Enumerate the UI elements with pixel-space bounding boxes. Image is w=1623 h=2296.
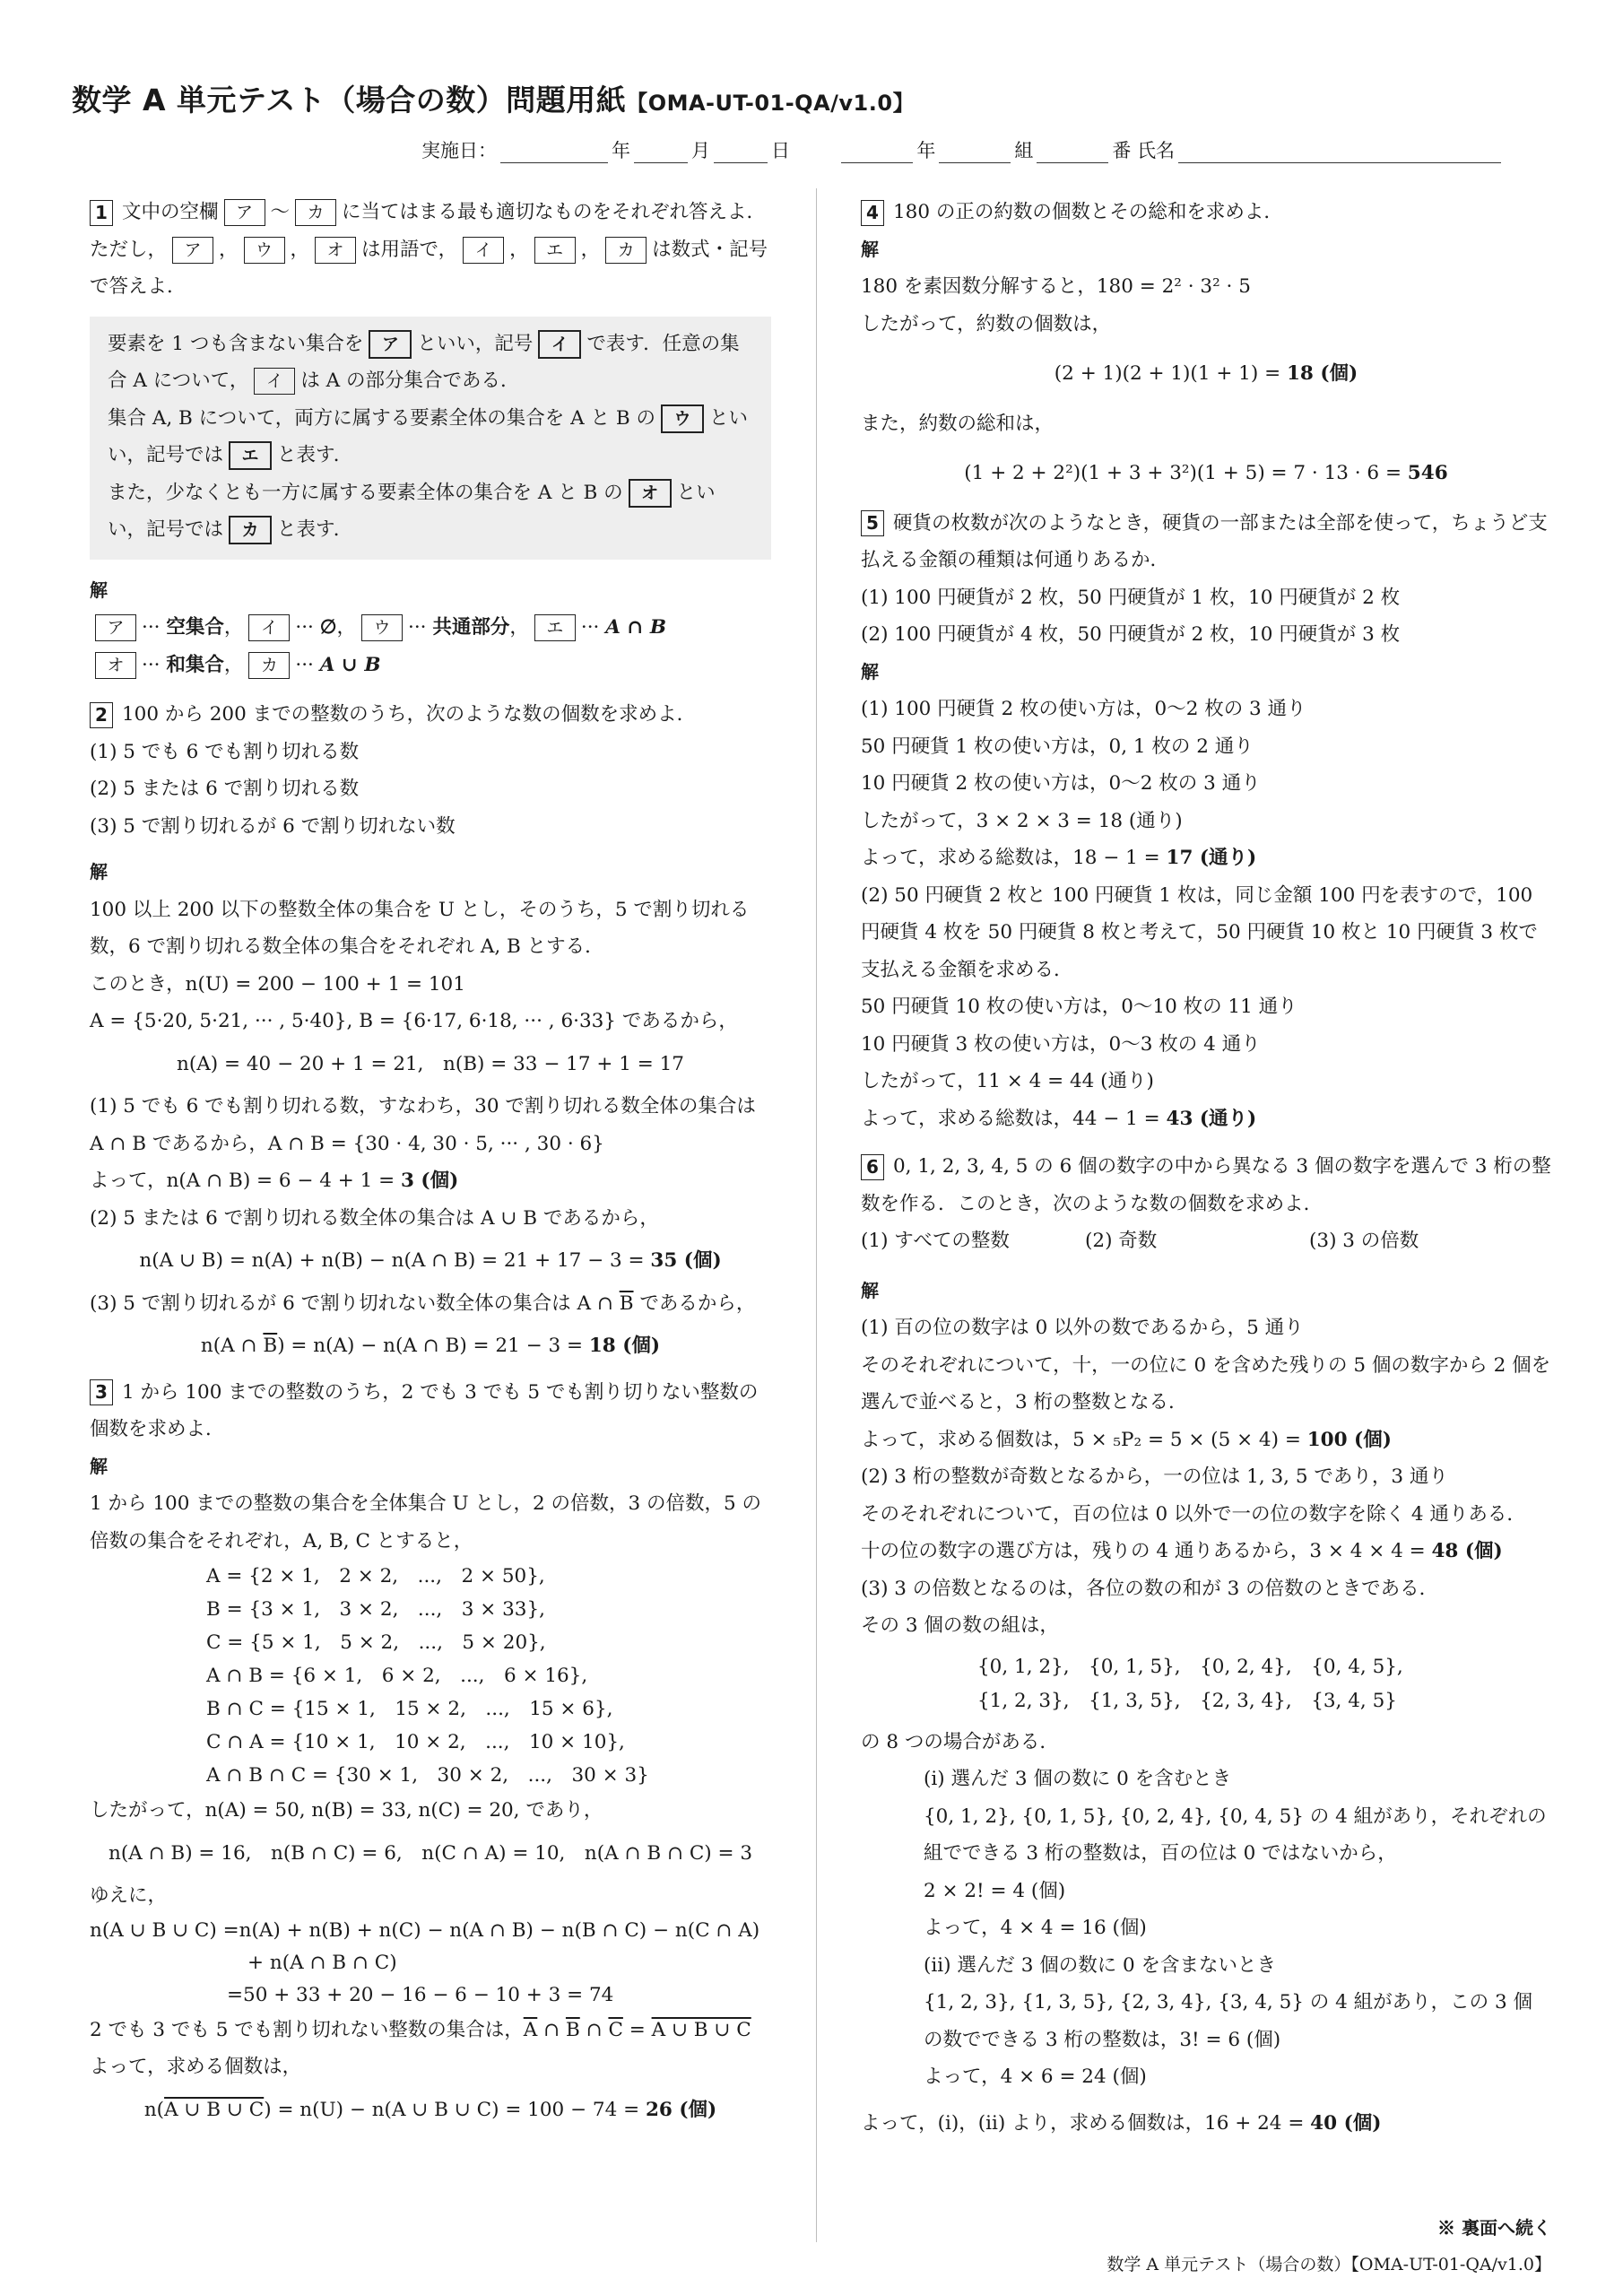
q6-sol-7: (3) 3 の倍数となるのは，各位の数の和が 3 の倍数のときである． bbox=[861, 1577, 1439, 1600]
question-2 bbox=[90, 696, 771, 1365]
q6-answer-2: 48 (個) bbox=[1431, 1540, 1503, 1562]
q6-sol-4: (2) 3 桁の整数が奇数となるから，一の位は 1, 3, 5 であり，3 通り bbox=[861, 1465, 1448, 1488]
q4-sol-3a: (2 + 1)(2 + 1)(1 + 1) = bbox=[1054, 362, 1287, 385]
class-blank[interactable] bbox=[939, 144, 1011, 163]
dots: ··· bbox=[142, 616, 161, 639]
q4-answer-count: 18 (個) bbox=[1286, 362, 1358, 385]
q3-answer: 26 (個) bbox=[645, 2098, 717, 2121]
q3-set-line: A = {2 × 1, 2 × 2, ..., 2 × 50}, bbox=[206, 1565, 545, 1587]
q3-sol-2: したがって，n(A) = 50, n(B) = 33, n(C) = 20, であり， bbox=[90, 1799, 603, 1822]
q1-g3b: といい，記号では bbox=[108, 481, 716, 541]
q6-sol-1: (1) 百の位の数字は 0 以外の数であるから，5 通り bbox=[861, 1317, 1304, 1339]
q6-triples-2: {1, 2, 3}, {1, 3, 5}, {2, 3, 4}, {3, 4, 5} bbox=[977, 1689, 1397, 1712]
q4-sol-2: したがって，約数の個数は， bbox=[861, 312, 1112, 335]
date-day-label: 日 bbox=[771, 140, 790, 161]
blank-e: エ bbox=[229, 441, 272, 470]
q3-sol-10a: n( bbox=[143, 2098, 165, 2121]
q3-sol-1: 1 から 100 までの整数の集合を全体集合 U とし，2 の倍数，3 の倍数，5 の倍数の集合をそれぞれ，A, B, C とすると， bbox=[90, 1492, 762, 1552]
q2-sol-6a: よって，n(A ∩ B) = 6 − 4 + 1 = bbox=[90, 1170, 401, 1192]
meta-line bbox=[421, 136, 1505, 163]
q6-answer-1: 100 (個) bbox=[1306, 1428, 1392, 1451]
date-day-blank[interactable] bbox=[714, 144, 768, 163]
blank-a: ア bbox=[224, 199, 265, 226]
q6-parts bbox=[861, 1222, 1551, 1260]
q3-sol-6: + n(A ∩ B ∩ C) bbox=[247, 1951, 397, 1974]
q6-solution-label: 解 bbox=[861, 1279, 879, 1301]
q1-stem-part3: は用語で， bbox=[361, 238, 458, 261]
q5-part-2: (2) 100 円硬貨が 4 枚，50 円硬貨が 2 枚，10 円硬貨が 3 枚 bbox=[861, 623, 1401, 646]
grade-label: 年 bbox=[916, 140, 936, 161]
page-title bbox=[72, 77, 915, 119]
name-label: 氏名 bbox=[1137, 140, 1176, 161]
blank-ka: カ bbox=[229, 516, 272, 544]
q1-passage-2 bbox=[108, 400, 753, 474]
q6-case-i-result: よって，4 × 4 = 16 (個) bbox=[924, 1917, 1147, 1939]
comma: ， bbox=[223, 616, 244, 639]
q2-stem-text: 100 から 200 までの整数のうち，次のような数の個数を求めよ． bbox=[122, 703, 697, 726]
q6-case-i-title: (i) 選んだ 3 個の数に 0 を含むとき bbox=[924, 1768, 1232, 1790]
q1-answer-line-1 bbox=[90, 609, 771, 647]
answer-o: 和集合 bbox=[166, 653, 224, 676]
q2-sol-10b: ) = n(A) − n(A ∩ B) = 21 − 3 = bbox=[277, 1335, 589, 1357]
comma: ， bbox=[219, 238, 239, 261]
dots: ··· bbox=[408, 616, 427, 639]
blank-ka: カ bbox=[248, 652, 290, 679]
q1-answer-line-2 bbox=[90, 647, 771, 684]
q2-sol-9a: (3) 5 で割り切れるが 6 で割り切れない数全体の集合は A ∩ bbox=[90, 1292, 620, 1315]
q2-sol-10 bbox=[90, 1327, 771, 1365]
blank-a: ア bbox=[172, 237, 213, 264]
q6-case-ii-title: (ii) 選んだ 3 個の数に 0 を含まないとき bbox=[924, 1953, 1277, 1977]
q1-stem-part4: は数式・記号で答えよ． bbox=[90, 238, 768, 298]
q1-solution-label: 解 bbox=[90, 578, 108, 601]
q3-sol-5: n(A ∪ B ∪ C) =n(A) + n(B) + n(C) − n(A ∩ B) − n(B ∩ C) − n(C ∩ A) bbox=[90, 1918, 760, 1942]
answer-ka: A ∪ B bbox=[319, 653, 381, 676]
q2-part-2: (2) 5 または 6 で割り切れる数 bbox=[90, 778, 360, 800]
q2-sol-3: A = {5·20, 5·21, ··· , 5·40}, B = {6·17, 6·18, ··· , 6·33} であるから， bbox=[90, 1010, 738, 1032]
comma: ， bbox=[509, 616, 529, 639]
q6-sol-3 bbox=[861, 1422, 1551, 1459]
q5-sol-2: 50 円硬貨 1 枚の使い方は，0, 1 枚の 2 通り bbox=[861, 735, 1254, 758]
date-year-blank[interactable] bbox=[500, 144, 608, 163]
q5-sol-5a: よって，求める総数は，18 − 1 = bbox=[861, 847, 1167, 869]
q2-number: 2 bbox=[90, 702, 113, 728]
q2-part-1: (1) 5 でも 6 でも割り切れる数 bbox=[90, 740, 360, 763]
q2-part-3: (3) 5 で割り切れるが 6 で割り切れない数 bbox=[90, 814, 456, 838]
date-month-label: 月 bbox=[691, 140, 710, 161]
q6-sol-6 bbox=[861, 1533, 1551, 1570]
q5-sol-10a: よって，求める総数は，44 − 1 = bbox=[861, 1107, 1167, 1130]
q6-case-ii-text: {1, 2, 3}, {1, 3, 5}, {2, 3, 4}, {3, 4, 5} の 4 組があり，この 3 個の数でできる 3 桁の整数は，3! = 6 (個) bbox=[924, 1991, 1532, 2051]
q2-sol-9b: であるから， bbox=[633, 1292, 756, 1315]
name-blank[interactable] bbox=[1178, 144, 1501, 163]
class-label: 組 bbox=[1014, 140, 1034, 161]
q4-stem-text: 180 の正の約数の個数とその総和を求めよ． bbox=[893, 201, 1283, 223]
comma: ， bbox=[290, 238, 310, 261]
q6-triples-1: {0, 1, 2}, {0, 1, 5}, {0, 2, 4}, {0, 4, 5}, bbox=[977, 1655, 1403, 1678]
q4-sol-5 bbox=[861, 455, 1551, 492]
answer-u: 共通部分 bbox=[432, 616, 510, 639]
q6-sol-17a: よって，(i)，(ii) より，求める個数は，16 + 24 = bbox=[861, 2111, 1311, 2135]
q6-sol-17 bbox=[861, 2105, 1551, 2143]
q1-stem-part1: 文中の空欄 bbox=[122, 201, 219, 223]
q2-sol-6 bbox=[90, 1162, 771, 1200]
q6-stem bbox=[861, 1148, 1551, 1222]
q4-sol-5a: (1 + 2 + 2²)(1 + 3 + 3²)(1 + 5) = 7 · 13 · 6 = bbox=[964, 462, 1408, 484]
q1-g1b: といい，記号 bbox=[417, 332, 534, 355]
dots: ··· bbox=[295, 616, 314, 639]
q1-tilde: 〜 bbox=[270, 201, 291, 223]
continue-note: ※ 裏面へ続く bbox=[1437, 2217, 1551, 2239]
q6-sol-5: そのそれぞれについて，百の位は 0 以外で一の位の数字を除く 4 通りある． bbox=[861, 1502, 1526, 1526]
complement-b: $\overline{B}$ bbox=[565, 2018, 580, 2041]
q4-stem bbox=[861, 194, 1551, 231]
q3-set-line: C = {5 × 1, 5 × 2, ..., 5 × 20}, bbox=[206, 1631, 546, 1654]
q5-part-1: (1) 100 円硬貨が 2 枚，50 円硬貨が 1 枚，10 円硬貨が 2 枚 bbox=[861, 586, 1401, 609]
q3-set-line: A ∩ B ∩ C = {30 × 1, 30 × 2, ..., 30 × 3} bbox=[206, 1764, 649, 1787]
q5-sol-4: したがって，3 × 2 × 3 = 18 (通り) bbox=[861, 809, 1183, 832]
q2-sol-10a: n(A ∩ bbox=[200, 1335, 264, 1357]
q2-sol-4: n(A) = 40 − 20 + 1 = 21, n(B) = 33 − 17 + 1 = 17 bbox=[177, 1052, 684, 1075]
q5-sol-5 bbox=[861, 839, 1551, 877]
answer-e: A ∩ B bbox=[605, 616, 667, 639]
q4-sol-3 bbox=[861, 355, 1551, 393]
blank-o: オ bbox=[95, 652, 136, 679]
q6-part-3: (3) 3 の倍数 bbox=[1309, 1230, 1419, 1252]
q3-sol-10b: ) = n(U) − n(A ∪ B ∪ C) = 100 − 74 = bbox=[264, 2098, 646, 2121]
title-text: 数学 A 単元テスト（場合の数）問題用紙 bbox=[72, 83, 627, 117]
blank-u: ウ bbox=[661, 404, 704, 433]
q4-sol-4: また，約数の総和は， bbox=[861, 412, 1055, 435]
q3-set-line: C ∩ A = {10 × 1, 10 × 2, ..., 10 × 10}, bbox=[206, 1731, 625, 1753]
q3-sol-8a: 2 でも 3 でも 5 でも割り切れない整数の集合は， bbox=[90, 2018, 524, 2041]
q3-set-line: B ∩ C = {15 × 1, 15 × 2, ..., 15 × 6}, bbox=[206, 1698, 613, 1720]
q1-stem-part2: に当てはまる最も適切なものをそれぞれ答えよ．ただし， bbox=[90, 201, 767, 261]
date-month-blank[interactable] bbox=[634, 144, 688, 163]
q5-solution-label: 解 bbox=[861, 660, 879, 683]
document-code: 【OMA-UT-01-QA/v1.0】 bbox=[626, 91, 916, 116]
q1-passage-3 bbox=[108, 474, 753, 549]
q2-sol-2: このとき，n(U) = 200 − 100 + 1 = 101 bbox=[90, 972, 465, 996]
q3-stem-text: 1 から 100 までの整数のうち，2 でも 3 でも 5 でも割り切りない整数の個数を求めよ． bbox=[90, 1380, 759, 1440]
q6-sol-8: その 3 個の数の組は， bbox=[861, 1614, 1059, 1637]
q2-sol-9-bar: $\overline{B}$ bbox=[619, 1292, 634, 1315]
answer-i: ∅ bbox=[319, 616, 337, 639]
q1-g3c: と表す． bbox=[277, 518, 353, 541]
q3-set-line: B = {3 × 1, 3 × 2, ..., 3 × 33}, bbox=[206, 1598, 545, 1621]
blank-o: オ bbox=[315, 237, 356, 264]
q2-answer-2: 35 (個) bbox=[650, 1249, 722, 1272]
comma: ， bbox=[580, 238, 601, 261]
q1-g2a: 集合 A, B について，両方に属する要素全体の集合を A と B の bbox=[108, 406, 655, 430]
q1-passage-1 bbox=[108, 326, 753, 400]
q1-g2c: と表す． bbox=[277, 444, 353, 466]
q5-sol-9: したがって，11 × 4 = 44 (通り) bbox=[861, 1070, 1154, 1092]
number-label: 番 bbox=[1112, 140, 1132, 161]
question-5 bbox=[861, 505, 1551, 1138]
question-3 bbox=[90, 1374, 771, 2129]
complement-c: $\overline{C}$ bbox=[608, 2018, 623, 2041]
blank-e: エ bbox=[534, 614, 576, 641]
q1-g1c: で表す．任意の集合 A について， bbox=[108, 332, 740, 392]
q2-answer-1: 3 (個) bbox=[400, 1170, 459, 1192]
q4-number: 4 bbox=[861, 200, 884, 226]
q2-answer-3: 18 (個) bbox=[588, 1335, 661, 1357]
q5-sol-8: 10 円硬貨 3 枚の使い方は，0〜3 枚の 4 通り bbox=[861, 1032, 1261, 1056]
blank-u: ウ bbox=[361, 614, 403, 641]
q3-number: 3 bbox=[90, 1379, 113, 1405]
q2-sol-1: 100 以上 200 以下の整数全体の集合を U とし，そのうち，5 で割り切れる数，6 で割り切れる数全体の集合をそれぞれ A, B とする． bbox=[90, 898, 750, 958]
complement-union: A ∪ B ∪ C bbox=[651, 2018, 751, 2041]
dots: ··· bbox=[142, 653, 161, 676]
q5-stem-text: 硬貨の枚数が次のようなとき，硬貨の一部または全部を使って，ちょうど支払える金額の種類は何通りあるか． bbox=[861, 511, 1548, 571]
q2-sol-7: (2) 5 または 6 で割り切れる数全体の集合は A ∪ B であるから， bbox=[90, 1206, 659, 1230]
q6-sol-6a: 十の位の数字の選び方は，残りの 4 通りあるから，3 × 4 × 4 = bbox=[861, 1540, 1432, 1562]
blank-ka: カ bbox=[605, 237, 647, 264]
blank-o: オ bbox=[629, 479, 672, 508]
q6-cases bbox=[861, 1761, 1551, 2096]
footer-label: 数学 A 単元テスト（場合の数）【OMA-UT-01-QA/v1.0】 bbox=[1107, 2255, 1551, 2274]
right-column bbox=[861, 188, 1551, 2142]
q6-number: 6 bbox=[861, 1154, 884, 1180]
q2-solution-label: 解 bbox=[90, 861, 108, 883]
blank-u: ウ bbox=[244, 237, 285, 264]
q6-case-i-calc: 2 × 2! = 4 (個) bbox=[924, 1879, 1066, 1902]
q6-answer-3: 40 (個) bbox=[1310, 2111, 1382, 2135]
cap: ∩ bbox=[537, 2018, 566, 2041]
q1-number: 1 bbox=[90, 200, 113, 226]
blank-i: イ bbox=[463, 237, 504, 264]
complement-a: $\overline{A}$ bbox=[523, 2018, 538, 2041]
q6-case-i-text: {0, 1, 2}, {0, 1, 5}, {0, 2, 4}, {0, 4, 5} の 4 組があり，それぞれの組でできる 3 桁の整数は，百の位は 0 ではないから， bbox=[924, 1805, 1547, 1865]
q6-stem-text: 0, 1, 2, 3, 4, 5 の 6 個の数字の中から異なる 3 個の数字を選んで 3 桁の整数を作る．このとき，次のような数の個数を求めよ． bbox=[861, 1155, 1551, 1215]
q6-case-ii-result: よって，4 × 6 = 24 (個) bbox=[924, 2066, 1147, 2088]
q4-sol-1: 180 を素因数分解すると，180 = 2² · 3² · 5 bbox=[861, 275, 1251, 298]
q5-sol-10 bbox=[861, 1100, 1551, 1138]
q2-sol-5: (1) 5 でも 6 でも割り切れる数，すなわち，30 で割り切れる数全体の集合は A ∩ B であるから，A ∩ B = {30 · 4, 30 · 5, ··· , 30 · 6} bbox=[90, 1095, 756, 1155]
q5-sol-7: 50 円硬貨 10 枚の使い方は，0〜10 枚の 11 通り bbox=[861, 996, 1298, 1018]
q1-g1a: 要素を 1 つも含まない集合を bbox=[108, 332, 364, 355]
q3-sol-9: よって，求める個数は， bbox=[90, 2056, 302, 2078]
left-column bbox=[90, 188, 771, 2134]
q3-sol-7: =50 + 33 + 20 − 16 − 6 − 10 + 3 = 74 bbox=[227, 1983, 614, 2006]
blank-a: ア bbox=[369, 330, 412, 359]
q3-sol-8 bbox=[90, 2012, 771, 2049]
date-year-label: 年 bbox=[612, 140, 630, 161]
blank-e: エ bbox=[534, 237, 576, 264]
q1-g1d: は A の部分集合である． bbox=[300, 370, 520, 392]
grade-blank[interactable] bbox=[841, 144, 913, 163]
q3-sol-10 bbox=[90, 2092, 771, 2129]
q6-part-1: (1) すべての整数 bbox=[861, 1230, 1010, 1252]
q3-sol-4: ゆえに， bbox=[90, 1884, 168, 1907]
blank-i: イ bbox=[538, 330, 581, 359]
q3-sol-3: n(A ∩ B) = 16, n(B ∩ C) = 6, n(C ∩ A) = 10, n(A ∩ B ∩ C) = 3 bbox=[108, 1841, 753, 1865]
blank-i: イ bbox=[248, 614, 290, 641]
q3-solution-label: 解 bbox=[90, 1455, 108, 1477]
blank-i: イ bbox=[254, 368, 295, 395]
comma: ， bbox=[223, 653, 244, 676]
cap: ∩ bbox=[579, 2018, 609, 2041]
comma: ， bbox=[509, 238, 529, 261]
column-divider bbox=[816, 188, 817, 2242]
q5-stem bbox=[861, 505, 1551, 579]
q1-g3a: また，少なくとも一方に属する要素全体の集合を A と B の bbox=[108, 481, 623, 504]
answer-a: 空集合 bbox=[166, 616, 224, 639]
q3-set-line: A ∩ B = {6 × 1, 6 × 2, ..., 6 × 16}, bbox=[206, 1665, 588, 1687]
q5-sol-1: (1) 100 円硬貨 2 枚の使い方は，0〜2 枚の 3 通り bbox=[861, 698, 1306, 720]
blank-ka: カ bbox=[295, 199, 336, 226]
q4-answer-sum: 546 bbox=[1407, 462, 1448, 484]
q2-sol-8 bbox=[90, 1242, 771, 1280]
date-label: 実施日： bbox=[421, 140, 497, 161]
q2-sol-10-bar: $\overline{B}$ bbox=[263, 1335, 278, 1357]
complement-union: A ∪ B ∪ C bbox=[164, 2098, 265, 2121]
q5-answer-1: 17 (通り) bbox=[1166, 847, 1257, 869]
question-6 bbox=[861, 1148, 1551, 2142]
q2-stem bbox=[90, 696, 771, 734]
q5-answer-2: 43 (通り) bbox=[1166, 1107, 1257, 1130]
q3-set-definitions bbox=[90, 1560, 771, 1792]
q5-sol-3: 10 円硬貨 2 枚の使い方は，0〜2 枚の 3 通り bbox=[861, 772, 1261, 795]
equals: = bbox=[622, 2018, 652, 2041]
q3-stem bbox=[90, 1374, 771, 1448]
q1-stem bbox=[90, 194, 771, 306]
q1-g2b: といい，記号では bbox=[108, 406, 748, 466]
q6-sol-2: そのそれぞれについて，十，一の位に 0 を含めた残りの 5 個の数字から 2 個を選んで並べると，3 桁の整数となる． bbox=[861, 1353, 1551, 1413]
q1-passage-box bbox=[90, 317, 771, 560]
q4-solution-label: 解 bbox=[861, 238, 879, 260]
q6-sol-9: の 8 つの場合がある． bbox=[861, 1730, 1059, 1753]
q2-sol-8a: n(A ∪ B) = n(A) + n(B) − n(A ∩ B) = 21 + 17 − 3 = bbox=[139, 1249, 651, 1272]
question-4 bbox=[861, 194, 1551, 492]
q6-part-2: (2) 奇数 bbox=[1085, 1230, 1158, 1252]
q2-sol-9 bbox=[90, 1285, 771, 1323]
number-blank[interactable] bbox=[1037, 144, 1108, 163]
dots: ··· bbox=[580, 616, 600, 639]
q6-sol-3a: よって，求める個数は，5 × ₅P₂ = 5 × (5 × 4) = bbox=[861, 1428, 1307, 1451]
blank-a: ア bbox=[95, 614, 136, 641]
comma: ， bbox=[336, 616, 356, 639]
q5-number: 5 bbox=[861, 510, 884, 536]
q5-sol-6: (2) 50 円硬貨 2 枚と 100 円硬貨 1 枚は，同じ金額 100 円を表すので，100 円硬貨 4 枚を 50 円硬貨 8 枚と考えて，50 円硬貨 10 枚と 10 円硬貨 3 枚で支払える金額を求める． bbox=[861, 883, 1538, 981]
question-1 bbox=[90, 194, 771, 683]
dots: ··· bbox=[295, 653, 314, 676]
